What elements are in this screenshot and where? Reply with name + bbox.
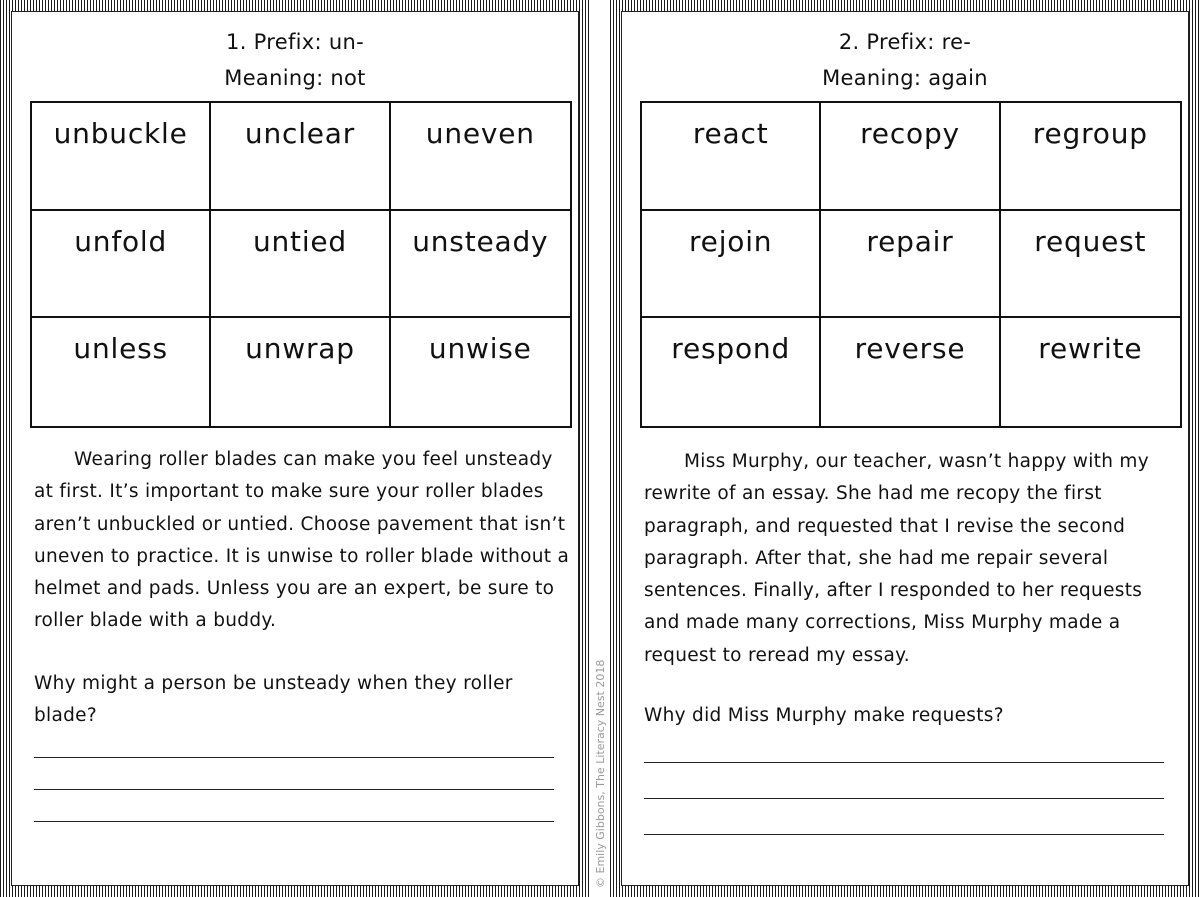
answer-line[interactable] bbox=[34, 757, 554, 758]
card-title: 2. Prefix: re- bbox=[838, 30, 972, 54]
answer-line[interactable] bbox=[644, 834, 1164, 835]
word-cell: rejoin bbox=[642, 211, 821, 319]
word-cell: respond bbox=[642, 318, 821, 426]
word-cell: regroup bbox=[1001, 103, 1180, 211]
word-cell: unwrap bbox=[211, 318, 390, 426]
word-grid bbox=[640, 101, 1182, 428]
word-cell: unclear bbox=[211, 103, 390, 211]
passage bbox=[34, 444, 574, 638]
word-cell: uneven bbox=[391, 103, 570, 211]
card-meaning: Meaning: not bbox=[224, 66, 366, 90]
question: Why might a person be unsteady when they roller blade? bbox=[34, 673, 513, 726]
word-cell: untied bbox=[211, 211, 390, 319]
answer-line[interactable] bbox=[34, 789, 554, 790]
passage-text: Wearing roller blades can make you feel unsteady at first. It’s important to make sure your roller blades aren’t unbuckled or untied. Choose pavement that isn’t uneven to practice. It is unwise to roller blade without a helmet and pads. Unless you are an expert, be sure to roller blade with a buddy. bbox=[34, 449, 570, 632]
prefix-card-un bbox=[0, 0, 590, 897]
word-cell: unless bbox=[32, 318, 211, 426]
passage bbox=[644, 446, 1184, 672]
word-cell: repair bbox=[821, 211, 1000, 319]
word-cell: reverse bbox=[821, 318, 1000, 426]
word-cell: unbuckle bbox=[32, 103, 211, 211]
word-grid bbox=[30, 101, 572, 428]
passage-text: Miss Murphy, our teacher, wasn’t happy with my rewrite of an essay. She had me recopy the first paragraph, and requested that I revise the second paragraph. After that, she had me repair several sentences. Finally, after I responded to her requests and made many corrections, Miss Murphy made a request to reread my essay. bbox=[644, 451, 1149, 666]
word-cell: unsteady bbox=[391, 211, 570, 319]
answer-line[interactable] bbox=[34, 821, 554, 822]
card-title: 1. Prefix: un- bbox=[226, 30, 364, 54]
word-cell: unwise bbox=[428, 332, 532, 366]
copyright-credit: © Emily Gibbons, The Literacy Nest 2018 bbox=[594, 659, 607, 888]
word-cell: unfold bbox=[32, 211, 211, 319]
word-cell: react bbox=[642, 103, 821, 211]
card-content bbox=[12, 12, 578, 885]
card-meaning: Meaning: again bbox=[822, 66, 988, 90]
answer-line[interactable] bbox=[644, 762, 1164, 763]
prefix-card-re bbox=[610, 0, 1200, 897]
word-cell: recopy bbox=[821, 103, 1000, 211]
word-cell: request bbox=[1001, 211, 1180, 319]
question: Why did Miss Murphy make requests? bbox=[644, 705, 1004, 726]
word-cell: rewrite bbox=[1038, 332, 1143, 366]
card-content bbox=[622, 12, 1188, 885]
answer-line[interactable] bbox=[644, 798, 1164, 799]
